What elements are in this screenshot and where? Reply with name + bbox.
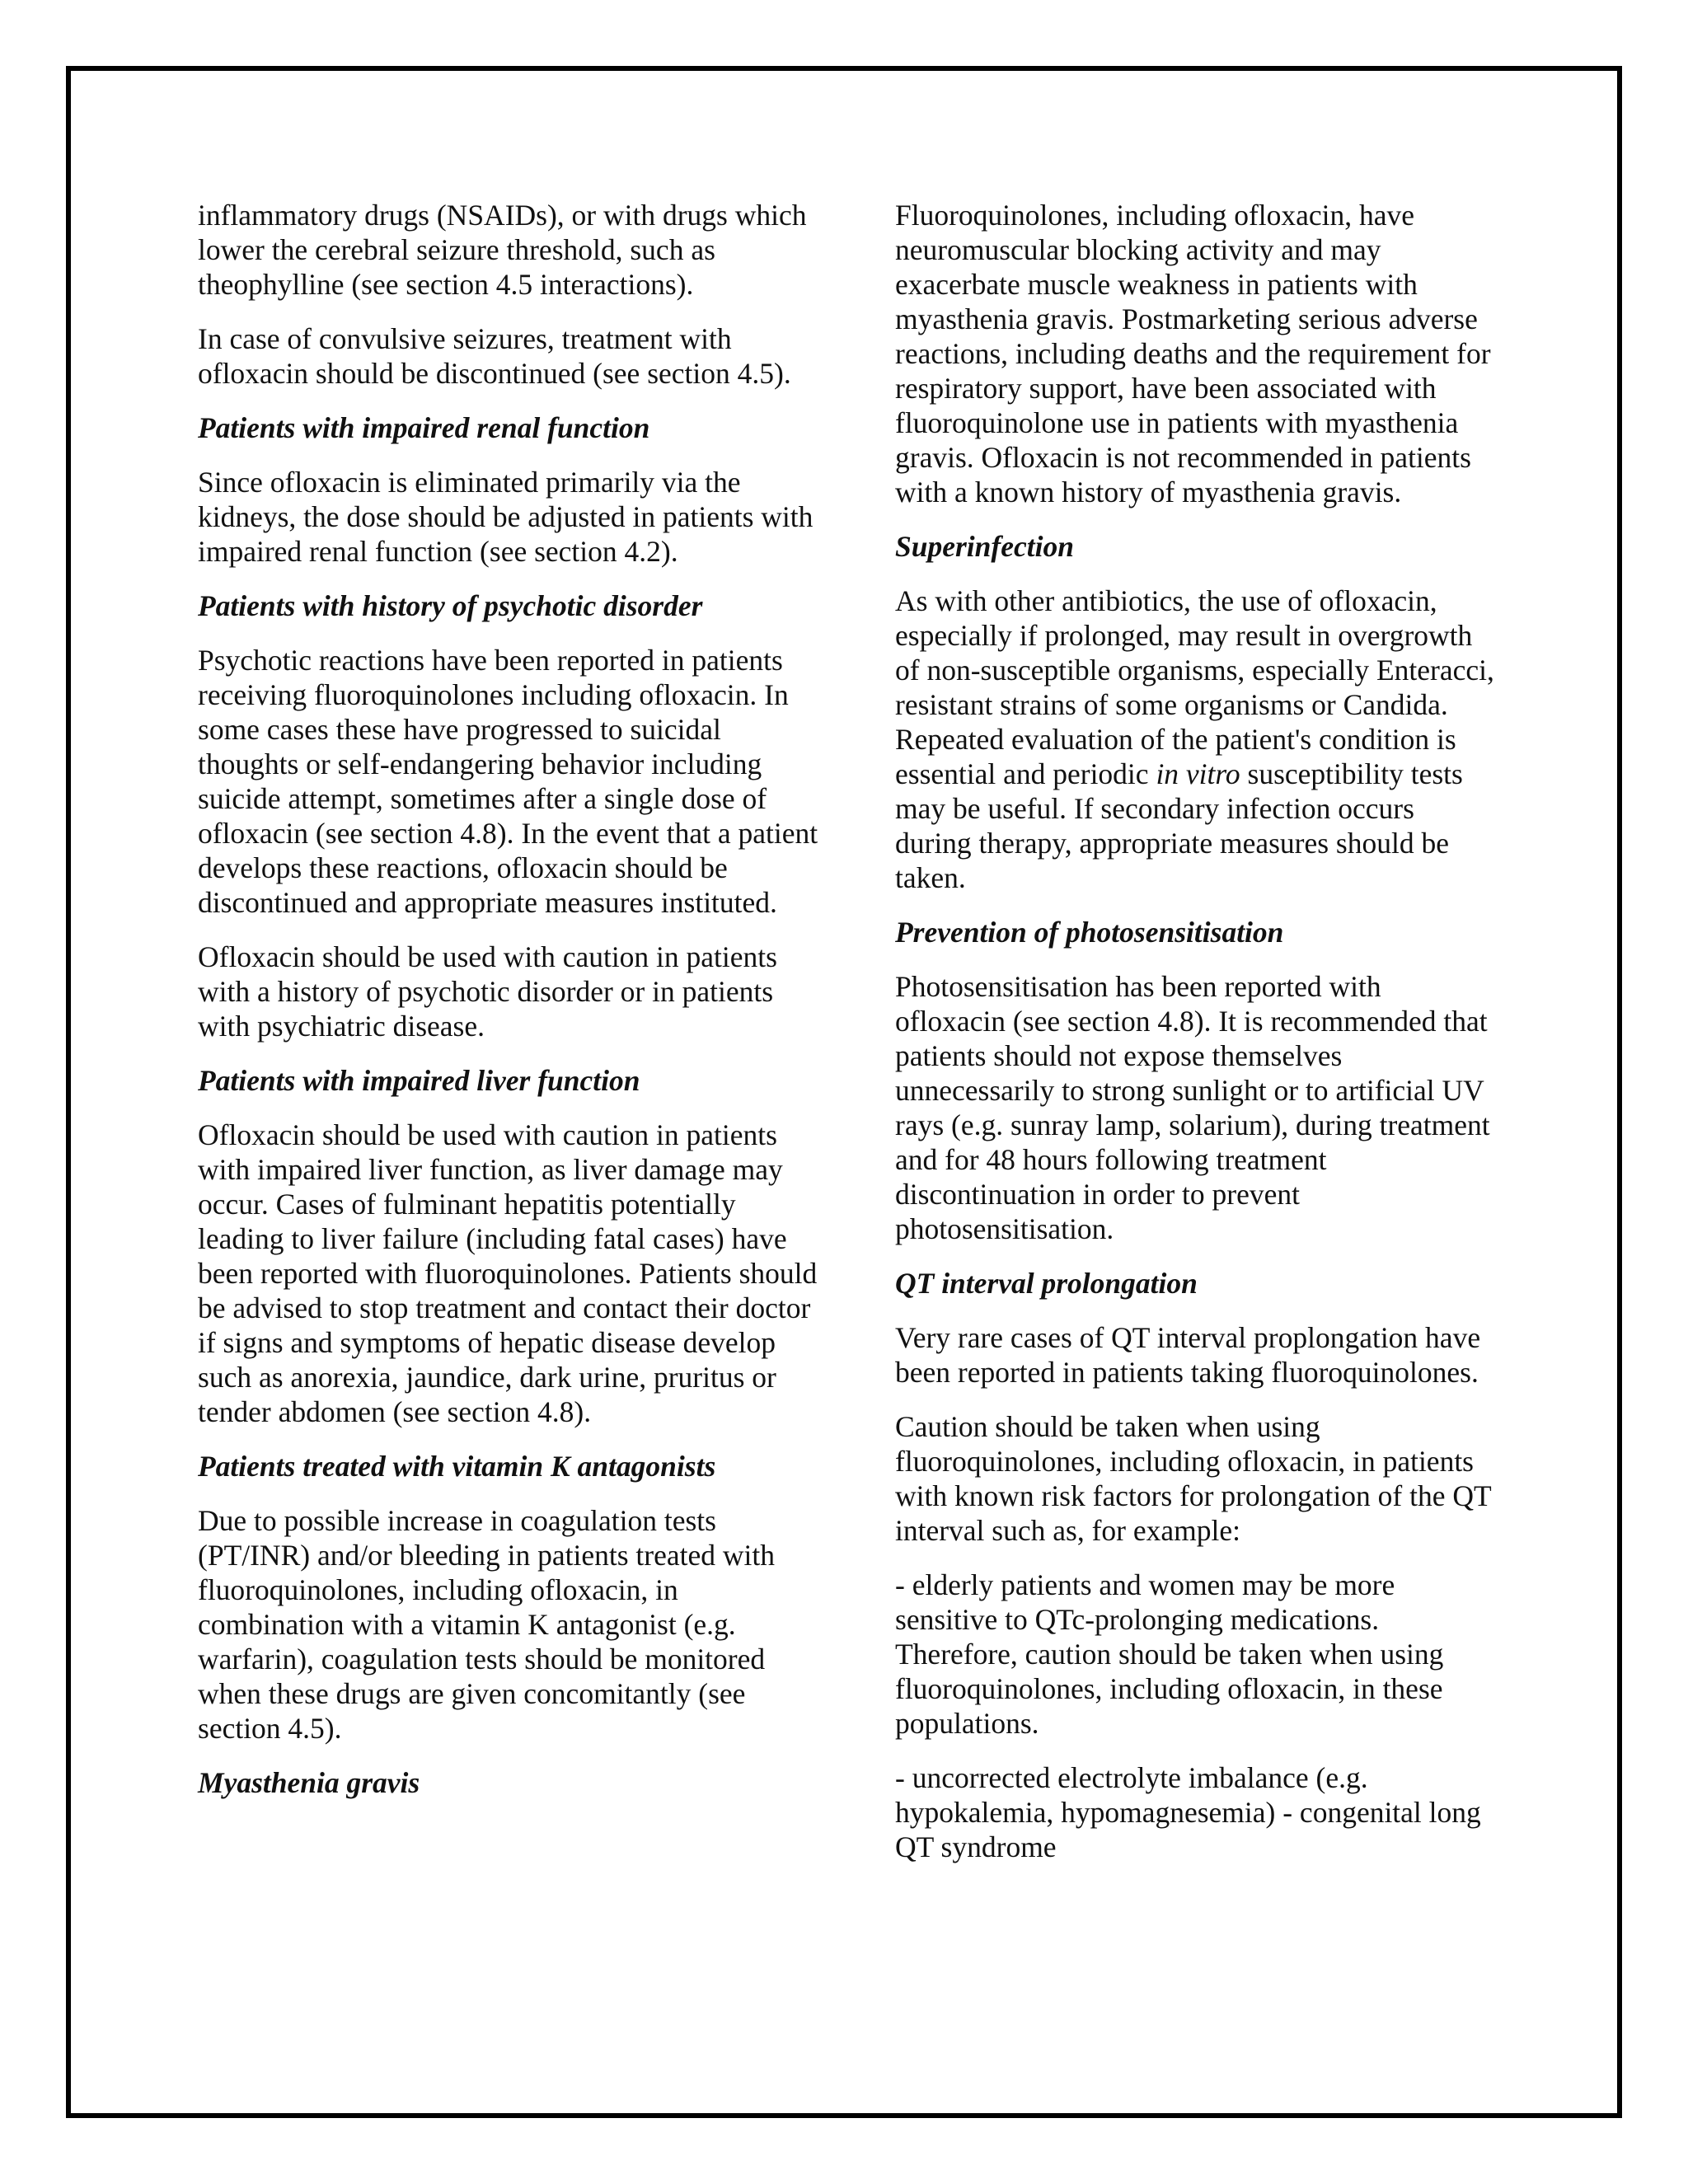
paragraph-convulsive-seizures: In case of convulsive seizures, treatment with ofloxacin should be discontinued (see section 4.5).	[198, 322, 791, 390]
superinfection-text-b: susceptibility tests may be useful. If secondary infection occurs during therapy, appropriate measures should be taken.	[895, 757, 1463, 894]
paragraph-qt-electrolyte: - uncorrected electrolyte imbalance (e.g. hypokalemia, hypomagnesemia) - congenital long QT syndrome	[895, 1761, 1481, 1863]
left-column	[198, 198, 824, 1820]
heading-superinfection: Superinfection	[895, 530, 1074, 563]
heading-myasthenia-gravis: Myasthenia gravis	[198, 1766, 420, 1799]
paragraph-psychotic-reactions: Psychotic reactions have been reported in patients receiving fluoroquinolones including ofloxacin. In some cases these have progressed to suicidal thoughts or self-endangering behavior including suicide attempt, sometimes after a single dose of ofloxacin (see section 4.8). In the event that a patient develops these reactions, ofloxacin should be discontinued and appropriate measures instituted.	[198, 644, 818, 919]
paragraph-superinfection	[895, 583, 1497, 895]
paragraph-liver-function: Ofloxacin should be used with caution in patients with impaired liver function, as liver damage may occur. Cases of fulminant hepatitis potentially leading to liver failure (including fatal cases) have been reported with fluoroquinolones. Patients should be advised to stop treatment and contact their doctor if signs and symptoms of hepatic disease develop such as anorexia, jaundice, dark urine, pruritus or tender abdomen (see section 4.8).	[198, 1118, 818, 1428]
paragraph-qt-rare-cases: Very rare cases of QT interval proplongation have been reported in patients taking fluoroquinolones.	[895, 1321, 1481, 1389]
heading-psychotic-disorder: Patients with history of psychotic disorder	[198, 589, 703, 622]
paragraph-psychotic-caution: Ofloxacin should be used with caution in patients with a history of psychotic disorder or in patients with psychiatric disease.	[198, 940, 777, 1043]
paragraph-myasthenia-gravis: Fluoroquinolones, including ofloxacin, have neuromuscular blocking activity and may exacerbate muscle weakness in patients with myasthenia gravis. Postmarketing serious adverse reactions, including deaths and the requirement for respiratory support, have been associated with fluoroquinolone use in patients with myasthenia gravis. Ofloxacin is not recommended in patients with a known history of myasthenia gravis.	[895, 199, 1491, 509]
heading-photosensitisation: Prevention of photosensitisation	[895, 916, 1284, 949]
heading-vitamin-k: Patients treated with vitamin K antagonists	[198, 1450, 716, 1483]
paragraph-nsaids: inflammatory drugs (NSAIDs), or with drugs which lower the cerebral seizure threshold, such as theophylline (see section 4.5 interactions).	[198, 199, 807, 301]
heading-qt-prolongation: QT interval prolongation	[895, 1267, 1198, 1300]
right-column	[895, 198, 1497, 1884]
heading-liver-function: Patients with impaired liver function	[198, 1064, 640, 1097]
superinfection-in-vitro: in vitro	[1156, 757, 1240, 790]
paragraph-vitamin-k: Due to possible increase in coagulation tests (PT/INR) and/or bleeding in patients treated with fluoroquinolones, including ofloxacin, in combination with a vitamin K antagonist (e.g. warfarin), coagulation tests should be monitored when these drugs are given concomitantly (see section 4.5).	[198, 1504, 775, 1745]
heading-renal-function: Patients with impaired renal function	[198, 411, 650, 444]
paragraph-photosensitisation: Photosensitisation has been reported with ofloxacin (see section 4.8). It is recommended that patients should not expose themselves unnecessarily to strong sunlight or to artificial UV rays (e.g. sunray lamp, solarium), during treatment and for 48 hours following treatment discontinuation in order to prevent photosensitisation.	[895, 970, 1490, 1245]
paragraph-qt-elderly: - elderly patients and women may be more sensitive to QTc-prolonging medications. Therefore, caution should be taken when using fluoroquinolones, including ofloxacin, in these populations.	[895, 1568, 1444, 1740]
paragraph-renal-function: Since ofloxacin is eliminated primarily via the kidneys, the dose should be adjusted in patients with impaired renal function (see section 4.2).	[198, 466, 814, 568]
paragraph-qt-caution: Caution should be taken when using fluoroquinolones, including ofloxacin, in patients with known risk factors for prolongation of the QT interval such as, for example:	[895, 1410, 1492, 1547]
superinfection-text-a: As with other antibiotics, the use of ofloxacin, especially if prolonged, may result in overgrowth of non-susceptible organisms, especially Enteracci, resistant strains of some organisms or Candida. Repeated evaluation of the patient's condition is essential and periodic	[895, 584, 1494, 790]
